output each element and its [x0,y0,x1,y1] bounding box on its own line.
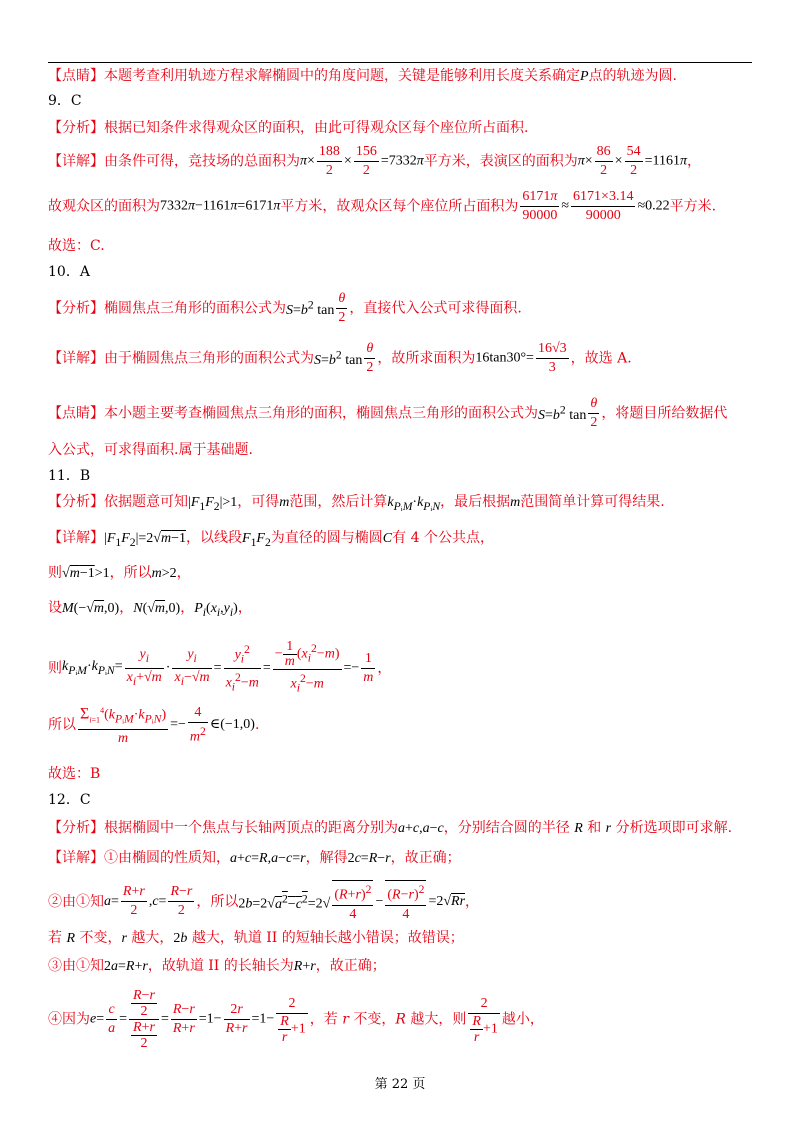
text-line: ②由①知a= $\frac{R+r}{2}$ ,c= $\frac{R-r}{2}$ ，所以$2b=2√a^2-c^2=2√$ $\frac{(R+r)^2}{4}$ − $\frac{(R-r)^2}{4}$ =2√Rr， [48,880,758,924]
text-line: 【详解】由条件可得，竞技场的总面积为π× $\frac{188}{2}$ × $\frac{156}{2}$ =7332π平方米，表演区的面积为π× $\frac{86}{2}$ × $\frac{54}{2}$ =1161π， [48,144,701,178]
text-line: 【分析】根据已知条件求得观众区的面积，由此可得观众区每个座位所占面积. [48,120,529,136]
text-line: 故观众区的面积为7332π−1161π=6171π平方米，故观众区每个座位所占面积为 $\frac{6171\pi}{90000}$ ≈ $\frac{6171\times 3.14}{90000}$ ≈0.22平方米. [48,189,717,223]
text-line: 故选：C. [48,238,105,254]
text-line: 【点睛】本小题主要考查椭圆焦点三角形的面积，椭圆焦点三角形的面积公式为$S=b^2$ tan $\frac{\theta}{2}$ ，将题目所给数据代 [48,396,728,430]
header-rule [48,62,752,63]
text-line: 【点睛】本题考查利用轨迹方程求解椭圆中的角度问题，关键是能够利用长度关系确定P点的轨迹为圆. [48,68,678,84]
text-line: 则√m−1>1，所以m>2， [48,565,191,581]
text-line: 入公式，可求得面积.属于基础题. [48,442,253,458]
answer-number: 10．A [48,264,90,280]
page-footer: 第 22 页 [374,1077,426,1092]
text-line: 【详解】$|F_1F_2|=2√m-1$，以线段$F_1F_2$为直径的圆与椭圆C有 4 个公共点， [48,530,494,549]
text-line: ④因为e= $\frac{c}{a}$ = $\frac{\frac{R-r}{2}}{\frac{R+r}{2}}$ = $\frac{R-r}{R+r}$ =1− $\frac{2r}{R+r}$ =1− 2 $\frac{R}{r}$ +1 ，若 r 不变，R 越大，则 2 $\frac{R}{r}$ +1 越小， [48,988,544,1051]
text-line: 若 R 不变，r 越大，2b 越大，轨道 II 的短轴长越小错误；故错误； [48,930,464,946]
answer-number: 12．C [48,792,91,808]
answer-number: 9．C [48,93,82,109]
text-line: 【分析】椭圆焦点三角形的面积公式为$S=b^2$ tan $\frac{\theta}{2}$ ，直接代入公式可求得面积. [48,291,522,325]
text-line: 【分析】根据椭圆中一个焦点与长轴两顶点的距离分别为a+c,a−c，分别结合圆的半径 R 和 r 分析选项即可求解. [48,820,733,836]
label-dianjing: 【点睛】本题考查利用轨迹方程求解椭圆中的角度问题，关键是能够利用长度关系确定 [48,68,580,84]
text-line: 则$k_{PᵢM}\cdot k_{PᵢN}=$ $\frac{y_i}{x_i+√m}$ · $\frac{y_i}{x_i-√m}$ = $\frac{y_i^2}{x_i^2-m}$ = − $\frac{1}{m}$ $(x_i^2-m)$ $x_i^2-m$ =− $\frac{1}{m}$ ， [48,639,392,695]
text-line: 【详解】①由椭圆的性质知，a+c=R,a−c=r，解得2c=R−r，故正确； [48,850,461,866]
text-line: 【详解】由于椭圆焦点三角形的面积公式为$S=b^2$ tan $\frac{\theta}{2}$ ，故所求面积为16tan30°= $\frac{16√3}{3}$ ，故选 A. [48,341,632,375]
text-line: 设M(−√m,0)，N(√m,0)，$P_i(x_i,y_i)$， [48,600,252,619]
text-line: 故选：B [48,766,101,782]
text-line: 【分析】依据题意可知$|F_1F_2|>1$，可得m范围，然后计算$k_{PᵢM}\cdot k_{PᵢN}$，最后根据m范围简单计算可得结果. [48,494,665,513]
text-line: 所以 $\frac{\Sigma_{i=1}^4(k_{PᵢM}\cdot k_{PᵢN})}{m}$ =− $\frac{4}{m^2}$ ∈(−1,0). [48,702,758,758]
text-line: ③由①知2a=R+r，故轨道 II 的长轴长为R+r，故正确； [48,958,386,974]
answer-number: 11．B [48,468,91,484]
